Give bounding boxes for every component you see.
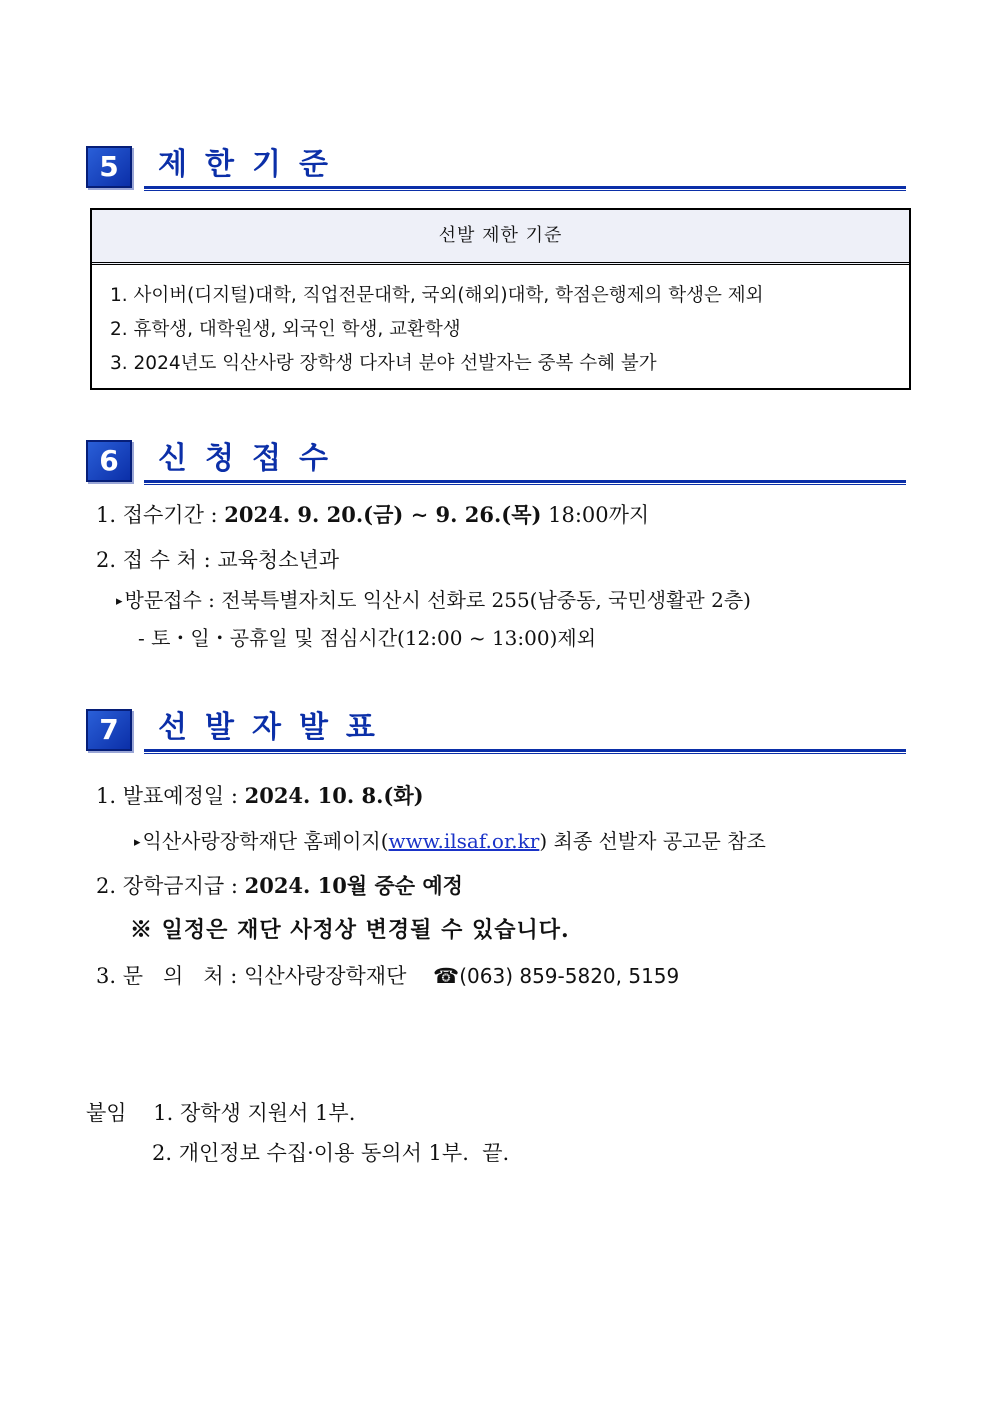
limit-item: 3. 2024년도 익산사랑 장학생 다자녀 분야 선발자는 중복 수혜 불가 [110, 353, 657, 374]
site-suffix: ) 최종 선발자 공고문 참조 [539, 829, 766, 853]
application-office [96, 545, 339, 575]
office-label: 2. 접 수 처 : [96, 548, 211, 572]
exclusion-note [138, 623, 596, 653]
section-number-badge: 7 [86, 709, 132, 751]
section-title: 제한기준 [158, 147, 346, 182]
period-label: 1. 접수기간 : [96, 503, 218, 527]
announcement-date [96, 781, 424, 811]
scholarship-payment [96, 871, 463, 901]
date-label: 1. 발표예정일 : [96, 784, 238, 808]
homepage-link[interactable]: www.ilsaf.or.kr [388, 829, 540, 853]
exclusion-text: - 토・일・공휴일 및 점심시간(12:00 ~ 13:00)제외 [138, 626, 597, 650]
visit-text: 방문접수 : 전북특별자치도 익산시 선화로 255(남중동, 국민생활관 2층) [124, 588, 751, 612]
section-number-badge: 5 [86, 146, 132, 188]
limit-criteria-table [90, 208, 911, 390]
contact-label: 3. 문 의 처 : [96, 964, 238, 988]
attachment-line-2 [152, 1138, 509, 1168]
contact-info [96, 961, 679, 991]
section-6-heading [86, 440, 906, 482]
section-number-badge: 6 [86, 440, 132, 482]
period-value: 2024. 9. 20.(금) ∼ 9. 26.(목) [224, 502, 542, 527]
section-rule [144, 749, 906, 754]
period-time: 18:00까지 [548, 503, 650, 527]
attachments [86, 1098, 355, 1128]
triangle-bullet-icon: ▸ [116, 594, 123, 609]
date-value: 2024. 10. 8.(화) [244, 783, 424, 808]
attachments-label: 붙임 [86, 1101, 127, 1125]
site-prefix: 익산사랑장학재단 홈페이지( [142, 829, 389, 853]
office-value: 교육청소년과 [217, 548, 340, 572]
section-7-heading [86, 709, 906, 751]
limit-item: 2. 휴학생, 대학원생, 외국인 학생, 교환학생 [110, 319, 461, 340]
payment-value: 2024. 10월 중순 예정 [244, 873, 463, 898]
attachment-item: 2. 개인정보 수집·이용 동의서 1부. 끝. [152, 1141, 510, 1165]
section-rule [144, 480, 906, 485]
contact-value: 익산사랑장학재단 [244, 964, 407, 988]
visit-application [116, 585, 751, 617]
application-period [96, 500, 649, 530]
limit-item: 1. 사이버(디지털)대학, 직업전문대학, 국외(해외)대학, 학점은행제의 학생은 제외 [110, 285, 764, 306]
section-5-heading [86, 146, 906, 188]
homepage-notice [134, 826, 766, 858]
payment-label: 2. 장학금지급 : [96, 874, 238, 898]
phone-icon: ☎ [433, 964, 460, 988]
section-title: 선발자발표 [158, 710, 393, 745]
section-title: 신청접수 [158, 441, 346, 476]
triangle-bullet-icon: ▸ [134, 835, 141, 850]
phone-number: (063) 859-5820, 5159 [459, 964, 680, 988]
schedule-change-notice: ※ 일정은 재단 사정상 변경될 수 있습니다. [130, 917, 570, 943]
limit-table-header: 선발 제한 기준 [92, 210, 909, 265]
section-rule [144, 186, 906, 191]
attachment-item: 1. 장학생 지원서 1부. [153, 1101, 356, 1125]
limit-list [92, 265, 909, 381]
